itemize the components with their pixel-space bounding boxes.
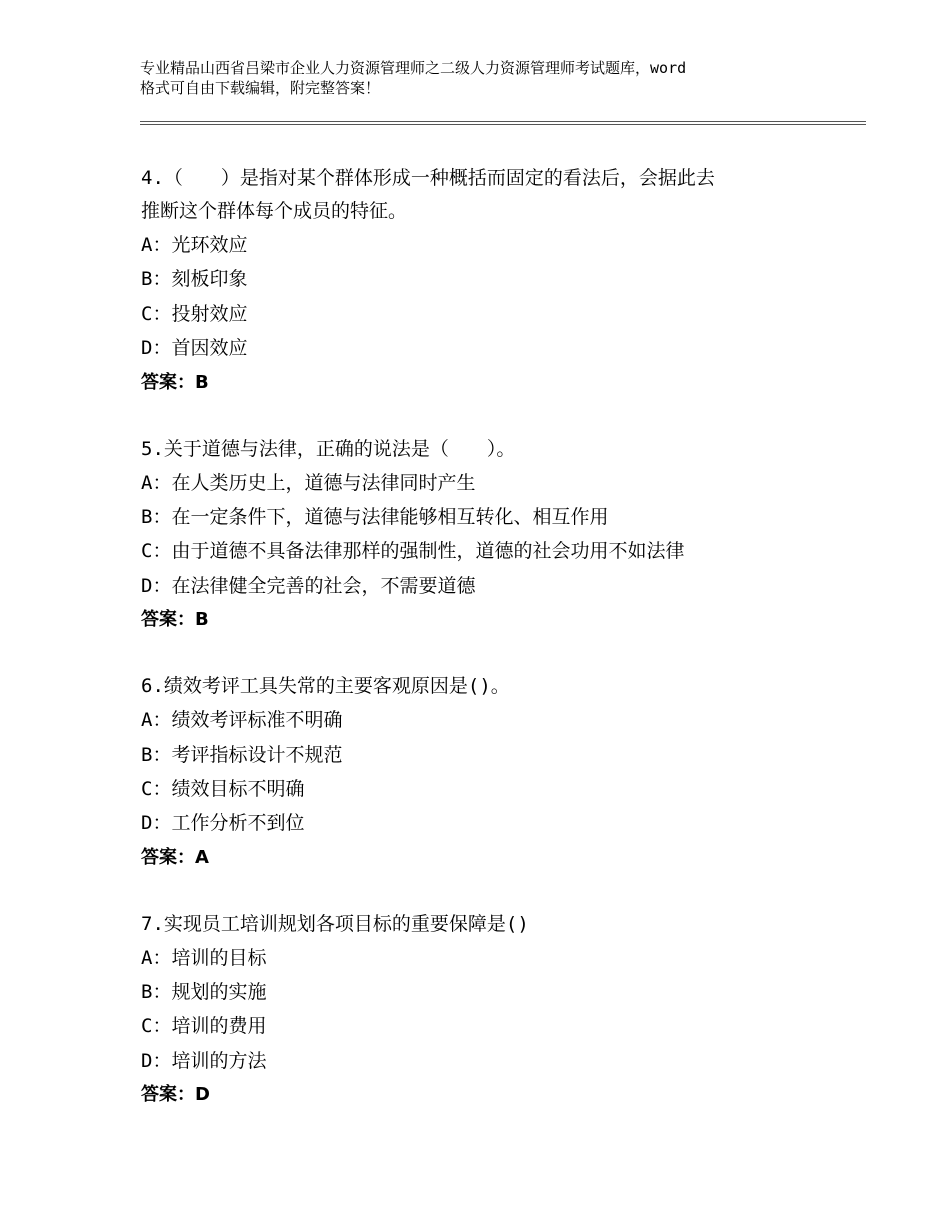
option-a: A：绩效考评标准不明确	[141, 709, 343, 732]
answer-label: 答案：B	[141, 371, 209, 393]
question-stem-line-1: 4.（ ）是指对某个群体形成一种概括而固定的看法后，会据此去	[141, 167, 715, 189]
question-stem-line-2: 推断这个群体每个成员的特征。	[141, 200, 408, 222]
header-line-1: 专业精品山西省吕梁市企业人力资源管理师之二级人力资源管理师考试题库，word	[140, 59, 687, 77]
question-stem	[141, 162, 831, 228]
question-list	[141, 162, 831, 1145]
option-d: D：在法律健全完善的社会，不需要道德	[141, 574, 476, 597]
option-c: C：绩效目标不明确	[141, 777, 305, 800]
question-stem	[141, 908, 831, 941]
option-b: B：考评指标设计不规范	[141, 743, 343, 766]
question-stem	[141, 670, 831, 703]
question-stem-line-1: 5.关于道德与法律，正确的说法是（ ）。	[141, 437, 516, 460]
answer-label: 答案：B	[141, 609, 209, 631]
option-b: B：规划的实施	[141, 981, 267, 1004]
option-c: C：投射效应	[141, 302, 248, 325]
option-a: A：光环效应	[141, 234, 248, 256]
option-c: C：由于道德不具备法律那样的强制性，道德的社会功用不如法律	[141, 540, 685, 563]
question-5	[141, 433, 831, 638]
header-divider-bottom	[140, 124, 866, 125]
question-stem	[141, 433, 831, 466]
option-b: B：刻板印象	[141, 268, 248, 291]
header-divider-top	[140, 121, 866, 122]
option-d: D：培训的方法	[141, 1049, 267, 1072]
question-stem-line-1: 7.实现员工培训规划各项目标的重要保障是()	[141, 912, 529, 935]
option-a: A：培训的目标	[141, 946, 267, 969]
option-d: D：首因效应	[141, 337, 248, 360]
answer-label: 答案：A	[141, 846, 209, 868]
question-7	[141, 908, 831, 1113]
option-a: A：在人类历史上，道德与法律同时产生	[141, 471, 476, 494]
option-c: C：培训的费用	[141, 1015, 267, 1038]
answer-label: 答案：D	[141, 1084, 210, 1106]
option-b: B：在一定条件下，道德与法律能够相互转化、相互作用	[141, 505, 609, 528]
header-line-2: 格式可自由下载编辑，附完整答案！	[140, 79, 381, 97]
question-stem-line-1: 6.绩效考评工具失常的主要客观原因是()。	[141, 675, 510, 698]
question-4	[141, 162, 831, 400]
document-header	[140, 58, 840, 98]
question-6	[141, 670, 831, 875]
option-d: D：工作分析不到位	[141, 812, 305, 835]
